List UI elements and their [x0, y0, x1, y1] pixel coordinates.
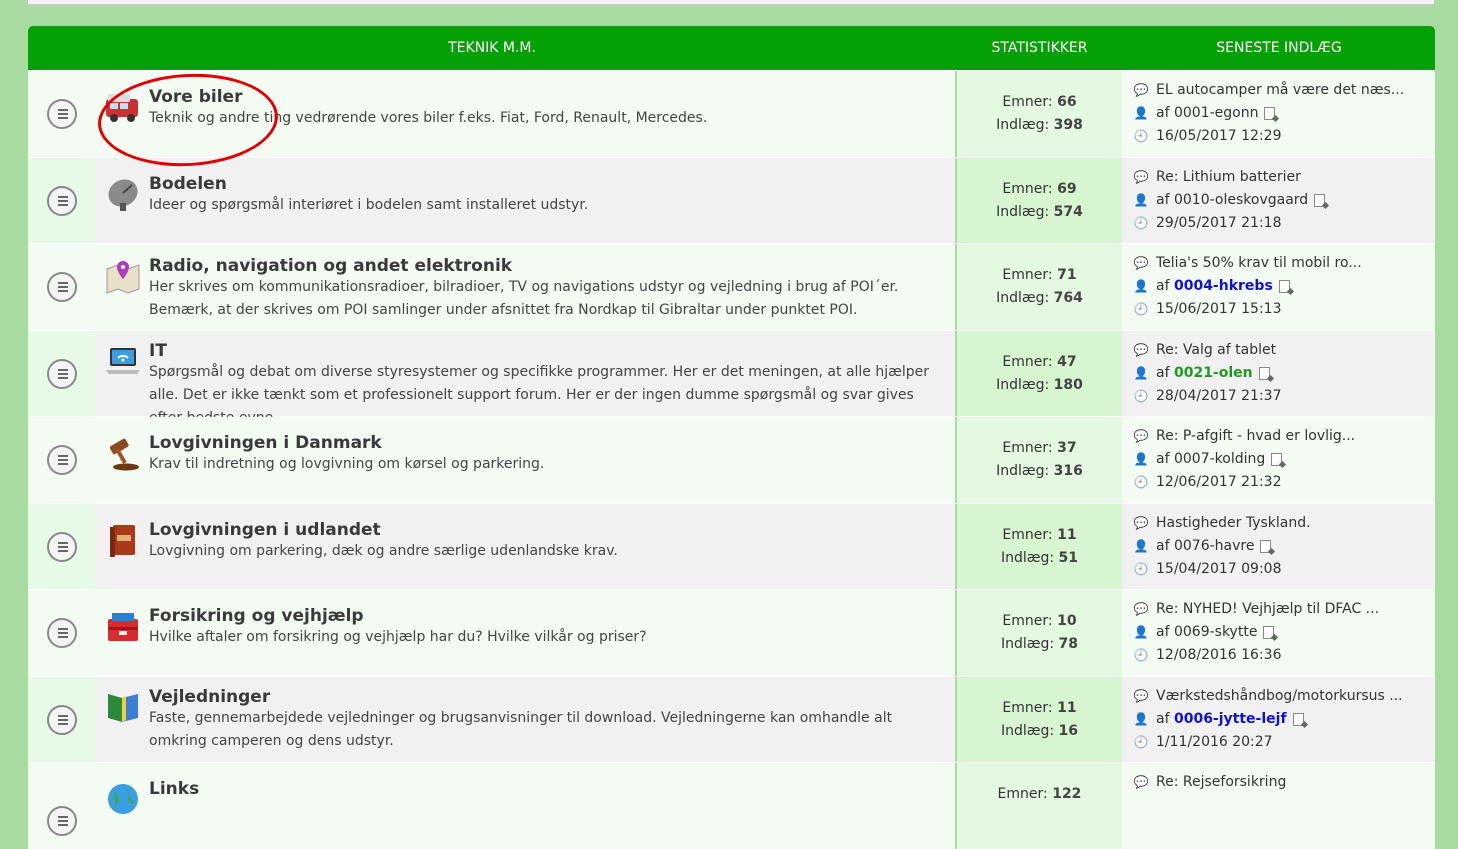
forum-info: [95, 71, 955, 157]
topics-label: Emner:: [1002, 267, 1053, 283]
forum-row: [28, 676, 1435, 762]
forum-read-status-icon: [47, 186, 77, 216]
book-icon: [103, 687, 143, 727]
forum-title-link[interactable]: Forsikring og vejhjælp: [149, 606, 364, 626]
topics-count: 11: [1057, 699, 1077, 716]
forum-status: [28, 331, 95, 416]
topics-count: 69: [1057, 180, 1077, 197]
forum-description: Teknik og andre ting vedrørende vores biler f.eks. Fiat, Ford, Renault, Mercedes.: [149, 110, 708, 126]
last-post: [1122, 244, 1435, 330]
last-post-user-link[interactable]: 0069-skytte: [1173, 624, 1258, 640]
forum-row: [28, 330, 1435, 416]
forum-category-teknik: [28, 26, 1435, 849]
topics-count: 11: [1057, 526, 1077, 543]
posts-label: Indlæg:: [996, 290, 1050, 306]
forum-status: [28, 677, 95, 762]
forum-read-status-icon: [47, 99, 77, 129]
topics-count: 37: [1057, 440, 1077, 456]
forum-row: [28, 762, 1435, 849]
forum-info: [95, 504, 955, 589]
last-post-title-link[interactable]: Re: Valg af tablet: [1156, 342, 1277, 358]
clock-icon: 🕘: [1133, 475, 1149, 489]
last-post-user-link[interactable]: 0007-kolding: [1173, 451, 1266, 467]
user-icon: 👤: [1133, 106, 1149, 120]
car-icon: [103, 87, 143, 127]
forum-stats: [957, 71, 1122, 157]
last-post-title-link[interactable]: Værkstedshåndbog/motorkursus ...: [1156, 688, 1403, 704]
topics-label: Emner:: [1002, 94, 1053, 110]
laptop-icon: [103, 341, 143, 381]
goto-post-icon[interactable]: [1263, 626, 1274, 639]
posts-count: 764: [1053, 290, 1083, 306]
comments-icon: 💬: [1133, 689, 1149, 703]
comments-icon: 💬: [1133, 170, 1149, 184]
clock-icon: 🕘: [1133, 562, 1149, 576]
forum-info: [95, 331, 955, 416]
posts-label: Indlæg:: [1000, 722, 1055, 739]
forum-read-status-icon: [47, 359, 77, 389]
user-icon: 👤: [1133, 366, 1149, 380]
last-post-column-header: SENESTE INDLÆG: [1216, 40, 1342, 56]
gavel-icon: [103, 433, 143, 473]
forum-description: Ideer og spørgsmål interiøret i bodelen samt installeret udstyr.: [149, 197, 589, 213]
forum-read-status-icon: [47, 272, 77, 302]
last-post: [1122, 590, 1435, 676]
forum-status: [28, 417, 95, 503]
forum-read-status-icon: [47, 705, 77, 735]
last-post: [1122, 417, 1435, 503]
forum-stats: [957, 417, 1122, 503]
posts-count: 180: [1053, 376, 1083, 393]
forum-stats: [957, 158, 1122, 243]
forum-row: [28, 157, 1435, 243]
topics-label: Emner:: [1002, 613, 1053, 629]
previous-section-bottom: [28, 0, 1434, 6]
by-label: af: [1156, 624, 1170, 640]
forum-title-link[interactable]: Radio, navigation og andet elektronik: [149, 256, 513, 276]
category-header: [28, 26, 1435, 70]
forum-stats: [957, 504, 1122, 589]
goto-post-icon[interactable]: [1293, 713, 1304, 726]
forum-description: Hvilke aftaler om forsikring og vejhjælp har du? Hvilke vilkår og priser?: [149, 629, 647, 645]
last-post-user-link[interactable]: 0001-egonn: [1173, 105, 1259, 121]
forum-info: [95, 244, 955, 330]
clock-icon: 🕘: [1133, 735, 1149, 749]
forum-title-link[interactable]: Vejledninger: [149, 687, 271, 707]
posts-label: Indlæg:: [996, 376, 1050, 393]
forum-row: [28, 503, 1435, 589]
forum-description: Spørgsmål og debat om diverse styresystemer og specifikke programmer. Her er det meningen, at alle hjælper alle. Det er ikke tænkt som et professionelt support forum. Her er der ingen dumme spørgsmål og svar gives: [149, 364, 930, 403]
forum-row: [28, 416, 1435, 503]
forum-info: [95, 590, 955, 676]
comments-icon: 💬: [1133, 256, 1149, 270]
posts-count: 16: [1058, 722, 1079, 739]
forum-stats: [957, 244, 1122, 330]
clock-icon: 🕘: [1133, 129, 1149, 143]
stats-column-header: STATISTIKKER: [991, 40, 1088, 56]
posts-label: Indlæg:: [996, 203, 1050, 220]
last-post-date: 16/05/2017 12:29: [1156, 128, 1282, 144]
forum-status: [28, 71, 95, 157]
forum-read-status-icon: [47, 532, 77, 562]
topics-count: 122: [1052, 786, 1082, 802]
user-icon: 👤: [1133, 625, 1149, 639]
forum-row: [28, 589, 1435, 676]
topics-label: Emner:: [997, 786, 1048, 802]
satellite-dish-icon: [103, 174, 143, 214]
forum-read-status-icon: [47, 618, 77, 648]
topics-count: 47: [1057, 353, 1077, 370]
comments-icon: 💬: [1133, 343, 1149, 357]
last-post: [1122, 677, 1435, 762]
forum-row: [28, 70, 1435, 157]
last-post-user-link[interactable]: 0021-olen: [1173, 365, 1253, 381]
category-title[interactable]: TEKNIK M.M.: [448, 40, 536, 56]
topics-count: 66: [1057, 94, 1077, 110]
forum-info: [95, 677, 955, 762]
topics-count: 10: [1057, 613, 1077, 629]
goto-post-icon[interactable]: [1314, 194, 1325, 207]
user-icon: 👤: [1133, 712, 1149, 726]
comments-icon: 💬: [1133, 775, 1149, 789]
clock-icon: 🕘: [1133, 648, 1149, 662]
last-post-title-link[interactable]: Re: P-afgift - hvad er lovlig...: [1156, 428, 1356, 444]
goto-post-icon[interactable]: [1271, 453, 1282, 466]
forum-info: [95, 763, 955, 849]
toolbox-icon: [103, 606, 143, 646]
posts-label: Indlæg:: [996, 117, 1050, 133]
last-post-date: 29/05/2017 21:18: [1156, 215, 1282, 231]
forum-status: [28, 244, 95, 330]
forum-title-link[interactable]: IT: [149, 341, 167, 361]
clock-icon: 🕘: [1133, 389, 1149, 403]
comments-icon: 💬: [1133, 83, 1149, 97]
last-post-user-link[interactable]: 0010-oleskovgaard: [1173, 192, 1309, 208]
forum-title-link[interactable]: Bodelen: [149, 174, 227, 194]
forum-description: Krav til indretning og lovgivning om kørsel og parkering.: [149, 456, 545, 472]
forum-info: [95, 417, 955, 503]
by-label: af: [1156, 711, 1170, 727]
forum-title-link[interactable]: Vore biler: [149, 87, 243, 107]
last-post: [1122, 331, 1435, 416]
user-icon: 👤: [1133, 539, 1149, 553]
last-post: [1122, 504, 1435, 589]
forum-stats: [957, 677, 1122, 762]
forum-status: [28, 158, 95, 243]
comments-icon: 💬: [1133, 516, 1149, 530]
last-post-user-link[interactable]: 0004-hkrebs: [1173, 278, 1273, 294]
posts-count: 51: [1058, 549, 1079, 566]
last-post: [1122, 71, 1435, 157]
last-post-date: 15/06/2017 15:13: [1156, 301, 1282, 317]
posts-count: 574: [1053, 203, 1083, 220]
posts-label: Indlæg:: [1000, 549, 1055, 566]
posts-label: Indlæg:: [996, 463, 1050, 479]
last-post-user-link[interactable]: 0006-jytte-lejf: [1173, 711, 1287, 727]
forum-stats: [957, 590, 1122, 676]
last-post: [1122, 763, 1435, 849]
last-post-title-link[interactable]: Telia's 50% krav til mobil ro...: [1156, 255, 1362, 271]
forum-read-status-icon: [47, 445, 77, 475]
last-post-title-link[interactable]: Hastigheder Tyskland.: [1156, 515, 1311, 531]
forum-description: Her skrives om kommunikationsradioer, bilradioer, TV og navigations udstyr og vejledning i brug af POI´er. Bemærk, at der skrives om POI samlinger under afsnittet fra Nordkap til Gibraltar under punktet POI.: [149, 279, 899, 318]
comments-icon: 💬: [1133, 429, 1149, 443]
last-post-date: 28/04/2017 21:37: [1156, 388, 1282, 404]
last-post-title-link[interactable]: Re: Rejseforsikring: [1156, 774, 1287, 790]
last-post-date: 12/08/2016 16:36: [1156, 647, 1282, 663]
by-label: af: [1156, 105, 1170, 121]
map-pin-icon: [103, 256, 143, 296]
by-label: af: [1156, 451, 1170, 467]
last-post-title-link[interactable]: Re: NYHED! Vejhjælp til DFAC ...: [1156, 601, 1380, 617]
topics-count: 71: [1057, 267, 1077, 283]
forum-title-link[interactable]: Links: [149, 779, 200, 799]
last-post: [1122, 158, 1435, 243]
forum-stats: [957, 763, 1122, 849]
goto-post-icon[interactable]: [1279, 280, 1290, 293]
topics-label: Emner:: [1002, 526, 1053, 543]
forum-title-link[interactable]: Lovgivningen i udlandet: [149, 520, 381, 540]
forum-status: [28, 763, 95, 849]
last-post-date: 12/06/2017 21:32: [1156, 474, 1282, 490]
posts-label: Indlæg:: [1000, 636, 1055, 652]
goto-post-icon[interactable]: [1259, 367, 1270, 380]
last-post-title-link[interactable]: EL autocamper må være det næs...: [1156, 82, 1405, 98]
by-label: af: [1156, 538, 1170, 554]
last-post-date: 1/11/2016 20:27: [1156, 734, 1273, 750]
forum-stats: [957, 331, 1122, 416]
by-label: af: [1156, 192, 1170, 208]
comments-icon: 💬: [1133, 602, 1149, 616]
forum-status: [28, 504, 95, 589]
goto-post-icon[interactable]: [1260, 540, 1271, 553]
topics-label: Emner:: [1002, 353, 1053, 370]
clock-icon: 🕘: [1133, 302, 1149, 316]
forum-read-status-icon: [47, 806, 77, 836]
posts-count: 398: [1053, 117, 1083, 133]
posts-count: 316: [1053, 463, 1083, 479]
user-icon: 👤: [1133, 193, 1149, 207]
law-book-icon: [103, 520, 143, 560]
last-post-date: 15/04/2017 09:08: [1156, 561, 1282, 577]
topics-label: Emner:: [1002, 180, 1053, 197]
clock-icon: 🕘: [1133, 216, 1149, 230]
forum-info: [95, 158, 955, 243]
user-icon: 👤: [1133, 279, 1149, 293]
forum-status: [28, 590, 95, 676]
topics-label: Emner:: [1002, 440, 1053, 456]
topics-label: Emner:: [1002, 699, 1053, 716]
forum-description: Faste, gennemarbejdede vejledninger og brugsanvisninger til download. Vejledningerne kan omhandle alt omkring camperen og dens udstyr.: [149, 710, 893, 749]
goto-post-icon[interactable]: [1264, 107, 1275, 120]
globe-icon: [103, 779, 143, 819]
by-label: af: [1156, 278, 1170, 294]
user-icon: 👤: [1133, 452, 1149, 466]
by-label: af: [1156, 365, 1170, 381]
forum-description: Lovgivning om parkering, dæk og andre særlige udenlandske krav.: [149, 543, 618, 559]
last-post-user-link[interactable]: 0076-havre: [1173, 538, 1255, 554]
forum-title-link[interactable]: Lovgivningen i Danmark: [149, 433, 382, 453]
posts-count: 78: [1058, 636, 1079, 652]
last-post-title-link[interactable]: Re: Lithium batterier: [1156, 169, 1301, 185]
forum-row: [28, 243, 1435, 330]
